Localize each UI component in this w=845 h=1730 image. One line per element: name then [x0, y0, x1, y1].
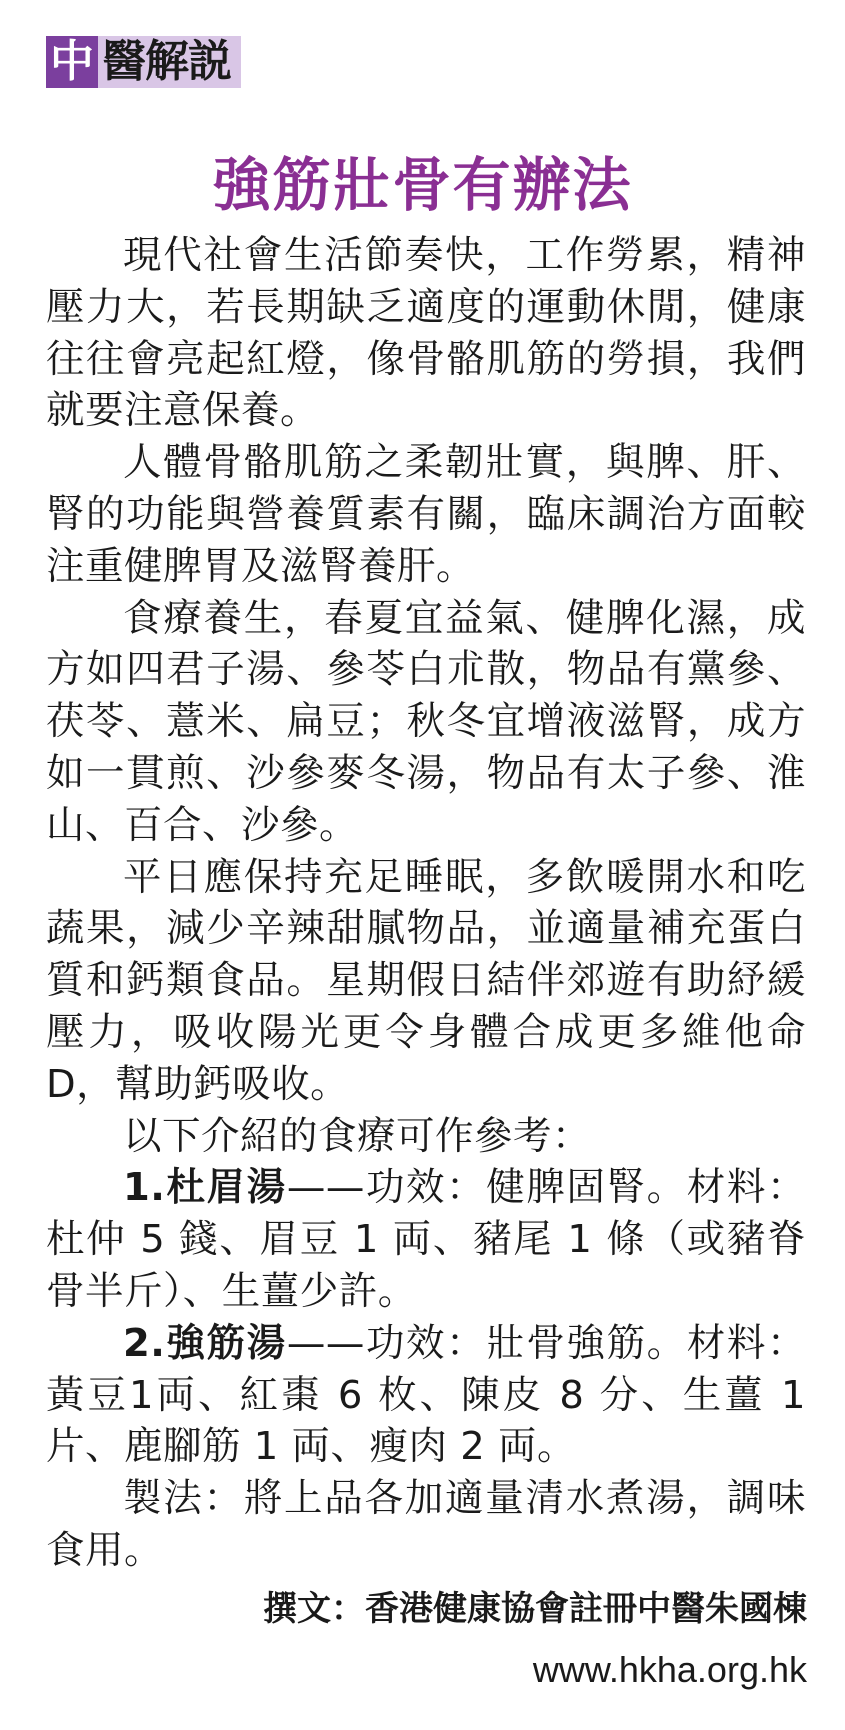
recipe-2-text: ——功效：壯骨強筋。材料：黃豆1両、紅棗 6 枚、陳皮 8 分、生薑 1 片、鹿腳筋 1 両、瘦肉 2 両。	[46, 1320, 806, 1470]
paragraph-4: 平日應保持充足睡眠，多飲暖開水和吃蔬果，減少辛辣甜膩物品，並適量補充蛋白質和鈣類食品。星期假日結伴郊遊有助紓緩壓力，吸收陽光更令身體合成更多維他命D，幫助鈣吸收。	[46, 854, 806, 1107]
column-title: 醫解説	[102, 36, 231, 87]
method-paragraph: 製法：將上品各加適量清水煮湯，調味食用。	[46, 1476, 806, 1573]
column-title-bg	[98, 36, 241, 88]
column-badge-text: 中	[50, 36, 94, 87]
article-body	[46, 230, 806, 1577]
recipe-1-name: 1.杜眉湯	[123, 1165, 287, 1211]
paragraph-1: 現代社會生活節奏快，工作勞累，精神壓力大，若長期缺乏適度的運動休閒，健康往往會亮起紅燈，像骨骼肌筋的勞損，我們就要注意保養。	[46, 233, 806, 434]
column-header	[46, 34, 241, 90]
recipe-1	[46, 1162, 806, 1317]
paragraph-3: 食療養生，春夏宜益氣、健脾化濕，成方如四君子湯、參苓白朮散，物品有黨參、茯苓、薏米、扁豆；秋冬宜增液滋腎，成方如一貫煎、沙參麥冬湯，物品有太子參、淮山、百合、沙參。	[46, 595, 806, 848]
paragraph-5: 以下介紹的食療可作參考：	[123, 1113, 592, 1159]
column-badge	[46, 36, 98, 88]
recipe-2-name: 2.強筋湯	[123, 1320, 287, 1366]
recipe-1-text: ——功效：健脾固腎。材料：杜仲 5 錢、眉豆 1 両、豬尾 1 條（或豬脊骨半斤）、生薑少許。	[46, 1165, 806, 1314]
byline: 撰文：香港健康協會註冊中醫朱國棟	[263, 1589, 807, 1629]
website-link[interactable]: www.hkha.org.hk	[532, 1649, 807, 1690]
recipe-2	[46, 1318, 806, 1473]
article-title: 強筋壯骨有辦法	[212, 151, 633, 219]
paragraph-2: 人體骨骼肌筋之柔韌壯實，與脾、肝、腎的功能與營養質素有關，臨床調治方面較注重健脾胃及滋腎養肝。	[46, 440, 806, 589]
